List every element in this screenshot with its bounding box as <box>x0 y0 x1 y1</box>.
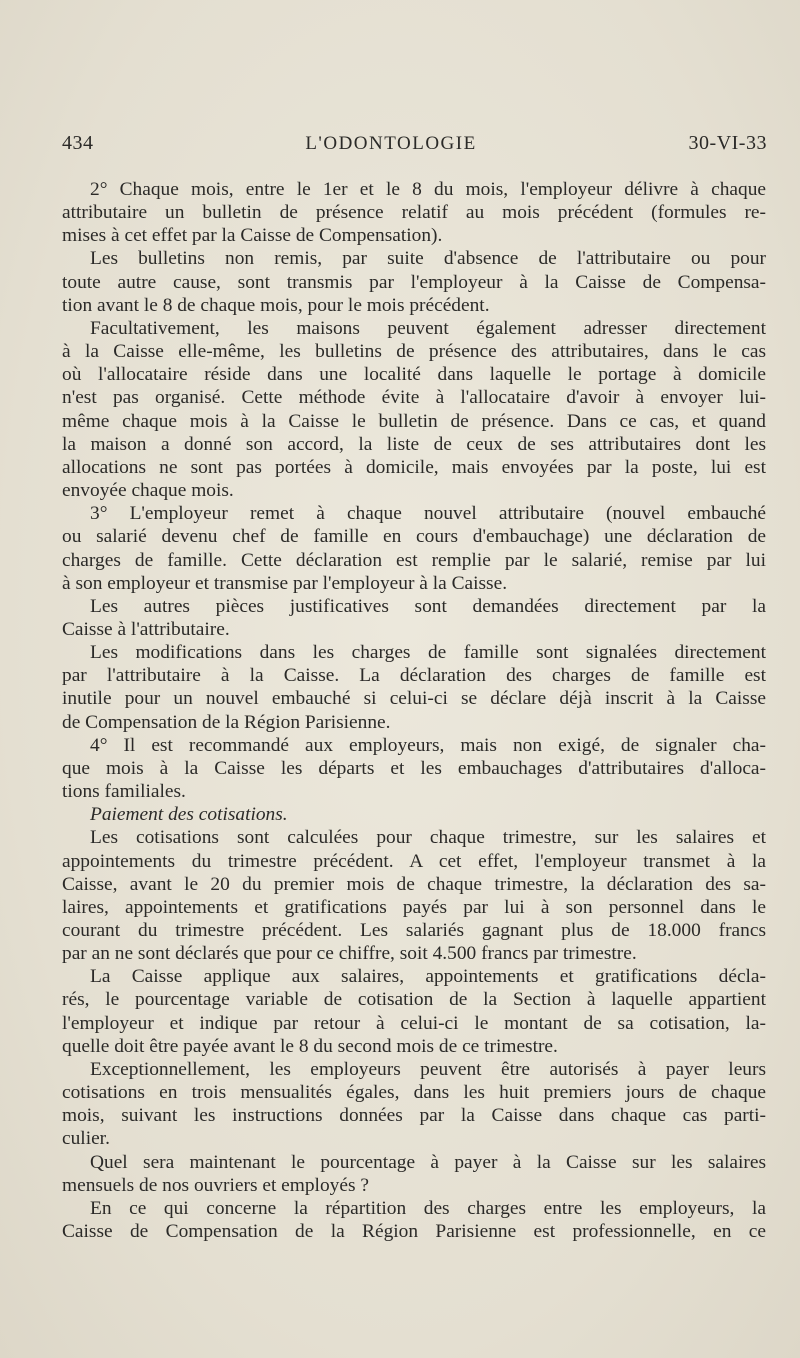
text-line: par an ne sont déclarés que pour ce chiffre, soit 4.500 francs par trimestre. <box>62 943 637 965</box>
running-header <box>62 132 767 155</box>
text-line: La Caisse applique aux salaires, appointements et gratifications décla- <box>90 966 766 988</box>
text-line: tion avant le 8 de chaque mois, pour le mois précédent. <box>62 294 490 316</box>
text-line: toute autre cause, sont transmis par l'employeur à la Caisse de Compensa- <box>62 271 766 293</box>
text-line: Paiement des cotisations. <box>90 804 288 826</box>
text-line: Exceptionnellement, les employeurs peuvent être autorisés à payer leurs <box>90 1058 766 1080</box>
text-line: même chaque mois à la Caisse le bulletin de présence. Dans ce cas, et quand <box>62 410 766 432</box>
text-line: par l'attributaire à la Caisse. La déclaration des charges de famille est <box>62 665 766 687</box>
text-line: 2° Chaque mois, entre le 1er et le 8 du mois, l'employeur délivre à chaque <box>90 179 766 200</box>
text-line: à son employeur et transmise par l'employeur à la Caisse. <box>62 572 508 594</box>
text-line: attributaire un bulletin de présence relatif au mois précédent (formules re- <box>62 202 766 224</box>
text-line: mensuels de nos ouvriers et employés ? <box>62 1174 369 1196</box>
text-line: cotisations en trois mensualités égales, dans les huit premiers jours de chaque <box>62 1082 766 1104</box>
text-line: Les cotisations sont calculées pour chaque trimestre, sur les salaires et <box>90 827 766 849</box>
text-line: la maison a donné son accord, la liste de ceux de ses attributaires dont les <box>62 433 766 455</box>
text-line: mois, suivant les instructions données par la Caisse dans chaque cas parti- <box>62 1105 766 1127</box>
text-line: mises à cet effet par la Caisse de Compensation). <box>62 225 443 247</box>
text-line: En ce qui concerne la répartition des charges entre les employeurs, la <box>90 1197 766 1219</box>
text-line: Caisse de Compensation de la Région Parisienne est professionnelle, en ce <box>62 1221 766 1243</box>
issue-date: 30-VI-33 <box>688 132 767 154</box>
text-line: laires, appointements et gratifications payés par lui à son personnel dans le <box>62 896 766 918</box>
page-number: 434 <box>62 132 94 154</box>
text-line: ou salarié devenu chef de famille en cours d'embauchage) une déclaration de <box>62 526 766 548</box>
text-line: l'employeur et indique par retour à celui-ci le montant de sa cotisation, la- <box>62 1012 766 1034</box>
text-line: inutile pour un nouvel embauché si celui-ci se déclare déjà inscrit à la Caisse <box>62 688 766 710</box>
text-line: n'est pas organisé. Cette méthode évite à l'allocataire d'avoir à envoyer lui- <box>62 387 766 409</box>
text-line: 3° L'employeur remet à chaque nouvel attributaire (nouvel embauché <box>90 503 766 525</box>
text-line: charges de famille. Cette déclaration est remplie par le salarié, remise par lui <box>62 549 766 571</box>
text-line: Les autres pièces justificatives sont demandées directement par la <box>90 595 766 617</box>
text-line: culier. <box>62 1128 110 1150</box>
text-line: où l'allocataire réside dans une localité dans laquelle le portage à domicile <box>62 364 766 386</box>
text-line: à la Caisse elle-même, les bulletins de présence des attributaires, dans le cas <box>62 341 766 363</box>
text-line: appointements du trimestre précédent. A cet effet, l'employeur transmet à la <box>62 850 766 872</box>
text-line: 4° Il est recommandé aux employeurs, mais non exigé, de signaler cha- <box>90 734 766 756</box>
journal-title: L'ODONTOLOGIE <box>305 133 477 154</box>
body-text <box>62 178 766 1243</box>
text-line: Caisse à l'attributaire. <box>62 618 230 640</box>
text-line: envoyée chaque mois. <box>62 480 234 502</box>
text-line: de Compensation de la Région Parisienne. <box>62 711 391 733</box>
text-line: allocations ne sont pas portées à domicile, mais envoyées par la poste, lui est <box>62 456 766 478</box>
text-line: Facultativement, les maisons peuvent également adresser directement <box>90 317 766 339</box>
text-line: que mois à la Caisse les départs et les embauchages d'attributaires d'alloca- <box>62 757 766 779</box>
text-line: tions familiales. <box>62 781 186 803</box>
text-line: quelle doit être payée avant le 8 du second mois de ce trimestre. <box>62 1035 558 1057</box>
text-line: Caisse, avant le 20 du premier mois de chaque trimestre, la déclaration des sa- <box>62 873 766 895</box>
text-line: Quel sera maintenant le pourcentage à payer à la Caisse sur les salaires <box>90 1151 766 1173</box>
text-line: Les modifications dans les charges de famille sont signalées directement <box>90 642 766 664</box>
text-line: courant du trimestre précédent. Les salariés gagnant plus de 18.000 francs <box>62 920 766 941</box>
text-line: Les bulletins non remis, par suite d'absence de l'attributaire ou pour <box>90 248 766 270</box>
text-line: rés, le pourcentage variable de cotisation de la Section à laquelle appartient <box>62 989 766 1011</box>
